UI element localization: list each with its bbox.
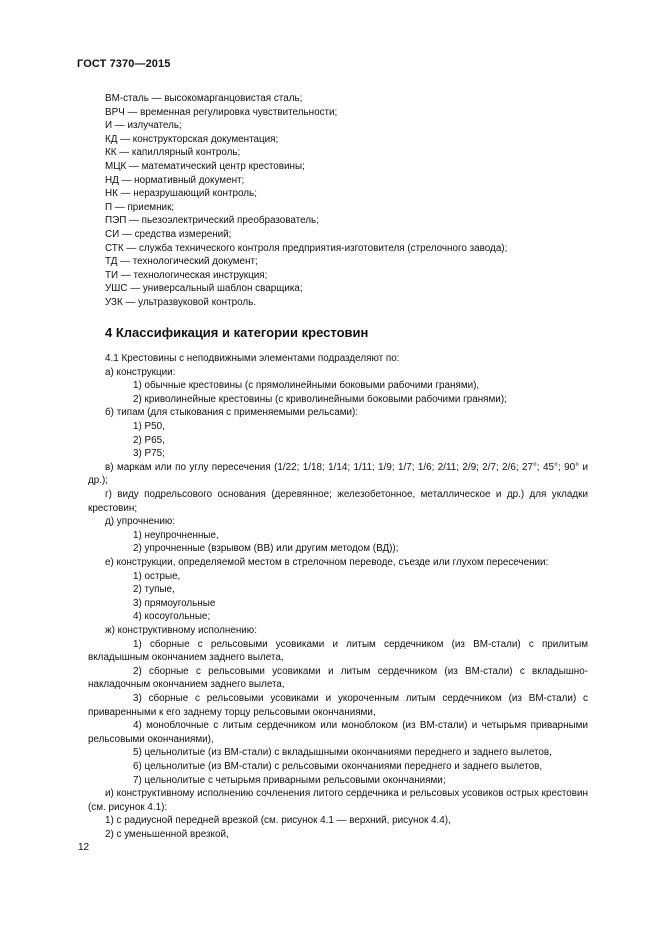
list-item: 3) прямоугольные [133, 597, 216, 609]
page-content [88, 92, 588, 841]
paragraph: ж) конструктивному исполнению: [105, 624, 257, 636]
paragraph: 2) с уменьшенной врезкой, [105, 828, 229, 840]
list-item: 2) Р65, [133, 434, 165, 446]
page-number: 12 [78, 842, 90, 853]
list-item: 6) цельнолитые (из ВМ-стали) с рельсовыми окончаниями переднего и заднего вылетов, [133, 760, 543, 772]
paragraph: 4.1 Крестовины с неподвижными элементами подразделяют по: [105, 353, 400, 365]
paragraph: д) упрочнению: [105, 516, 176, 528]
list-item: И — излучатель; [105, 120, 182, 132]
paragraph: в) маркам или по углу пересечения (1/22; 1/18; 1/14; 1/11; 1/9; 1/7; 1/6; 2/11; 2/9; 2/7; 2/6; 27°; 45°; 90° и др.); [88, 461, 588, 487]
list-item: ТИ — технологическая инструкция; [105, 269, 268, 281]
list-item: 3) Р75; [133, 448, 165, 460]
paragraph: а) конструкции: [105, 366, 176, 378]
list-item: НД — нормативный документ; [105, 174, 245, 186]
list-item: СТК — служба технического контроля предприятия-изготовителя (стрелочного завода); [105, 242, 508, 254]
list-item: УШС — универсальный шаблон сварщика; [105, 283, 303, 295]
list-item: 1) сборные с рельсовыми усовиками и литым сердечником (из ВМ-стали) с прилитым вкладышным окончанием заднего вылета, [88, 638, 588, 664]
list-item: УЗК — ультразвуковой контроль. [105, 296, 257, 308]
list-item: 4) косоугольные; [133, 611, 211, 623]
list-item: 2) сборные с рельсовыми усовиками и литым сердечником (из ВМ-стали) с вкладышно-накладочным окончанием заднего вылета, [88, 665, 588, 691]
list-item: МЦК — математический центр крестовины; [105, 160, 305, 172]
list-item: НК — неразрушающий контроль; [105, 188, 257, 200]
list-item: ПЭП — пьезоэлектрический преобразователь; [105, 215, 319, 227]
list-item: ВМ-сталь — высокомарганцовистая сталь; [105, 93, 303, 104]
list-item: ТД — технологический документ; [105, 256, 258, 268]
list-item: 2) упрочненные (взрывом (ВВ) или другим методом (ВД)); [133, 543, 399, 555]
list-item: КК — капиллярный контроль; [105, 147, 241, 159]
list-item: 2) криволинейные крестовины (с криволинейными боковыми рабочими гранями); [133, 393, 507, 405]
list-item: 5) цельнолитые (из ВМ-стали) с вкладышными окончаниями переднего и заднего вылетов, [133, 747, 552, 759]
list-item: 2) тупые, [133, 584, 175, 596]
section-heading: 4 Классификация и категории крестовин [105, 324, 369, 340]
list-item: П — приемник; [105, 201, 175, 213]
list-item: ВРЧ — временная регулировка чувствительности; [105, 106, 338, 118]
list-item: 4) моноблочные с литым сердечником или моноблоком (из ВМ-стали) и четырьмя приварными рельсовыми окончаниями), [88, 720, 588, 745]
list-item: 7) цельнолитые с четырьмя приварными рельсовыми окончаниями; [133, 774, 446, 786]
list-item: СИ — средства измерений; [105, 228, 232, 240]
paragraph: б) типам (для стыкования с применяемыми рельсами): [105, 407, 359, 419]
list-item: 1) острые, [133, 570, 181, 582]
paragraph: 1) с радиусной передней врезкой (см. рисунок 4.1 — верхний, рисунок 4.4), [105, 815, 451, 827]
paragraph: е) конструкции, определяемой местом в стрелочном переводе, съезде или глухом пересечении: [105, 557, 549, 568]
list-item: КД — конструкторская документация; [105, 133, 279, 145]
list-item: 3) сборные с рельсовыми усовиками и укороченным литым сердечником (из ВМ-стали) с приваренными к его заднему торцу рельсовыми окончаниями, [88, 692, 588, 718]
abbreviation-list [88, 92, 588, 310]
list-item: 1) неупрочненные, [133, 529, 219, 541]
list-item: 1) Р50, [133, 421, 165, 433]
paragraph: и) конструктивному исполнению сочленения литого сердечника и рельсовых усовиков острых крестовин (см. рисунок 4.1): [88, 788, 588, 813]
document-header: ГОСТ 7370—2015 [77, 58, 171, 70]
list-item: 1) обычные крестовины (с прямолинейными боковыми рабочими гранями), [133, 380, 480, 392]
paragraph: г) виду подрельсового основания (деревянное; железобетонное, металлическое и др.) для укладки крестовин; [88, 489, 588, 514]
